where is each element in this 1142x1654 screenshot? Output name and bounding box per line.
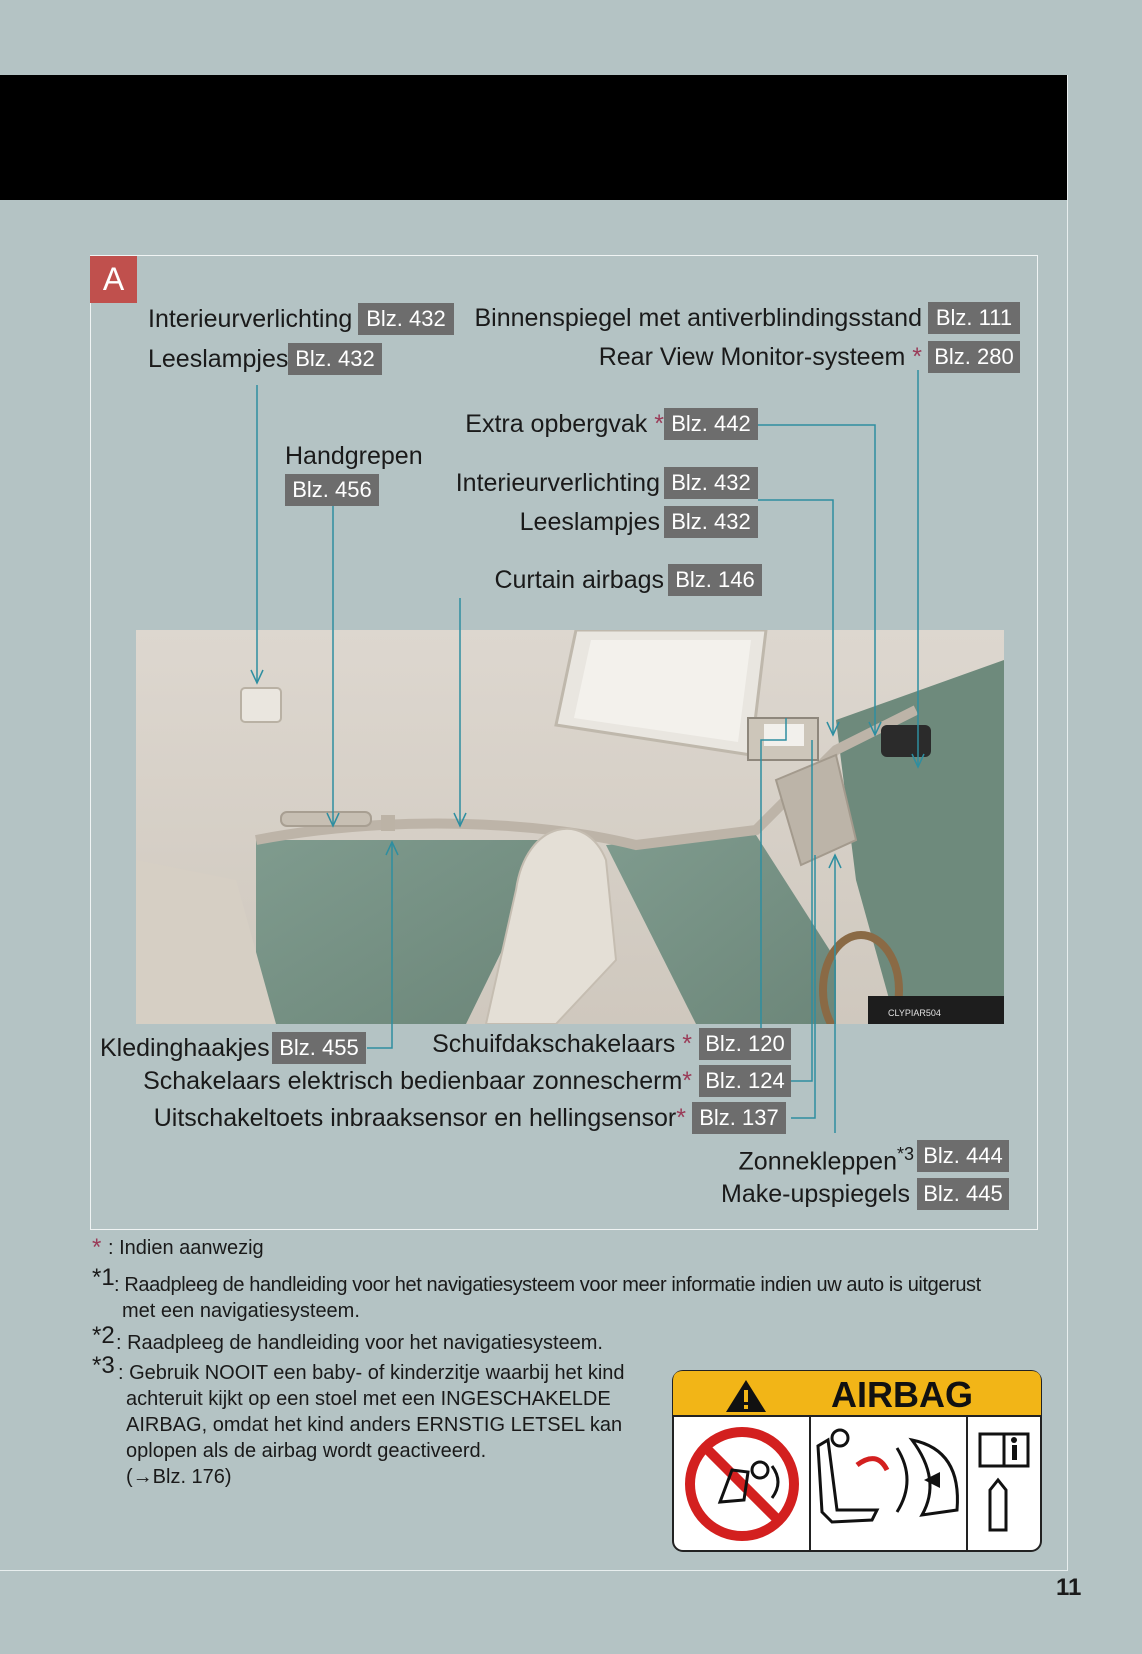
page-ref-moonroof-switches[interactable]: Blz. 120 bbox=[699, 1028, 791, 1060]
airbag-title: AIRBAG bbox=[831, 1374, 973, 1415]
label-reading-lights: Leeslampjes bbox=[148, 345, 289, 373]
page-ref-clothes-hooks[interactable]: Blz. 455 bbox=[272, 1032, 366, 1064]
note-star-symbol: * bbox=[92, 1234, 102, 1261]
note-1-symbol: *1 bbox=[92, 1264, 115, 1291]
label-storage: Extra opbergvak * bbox=[465, 410, 664, 438]
page-ref-front-reading-lights[interactable]: Blz. 432 bbox=[664, 506, 758, 538]
page-ref-interior-light[interactable]: Blz. 432 bbox=[358, 303, 454, 335]
label-mirror: Binnenspiegel met antiverblindingsstand bbox=[474, 304, 922, 332]
page-ref-sunshade-switches[interactable]: Blz. 124 bbox=[699, 1065, 791, 1097]
page-ref-mirror[interactable]: Blz. 111 bbox=[928, 302, 1020, 334]
note-1-line-1: : Raadpleeg de handleiding voor het navigatiesysteem voor meer informatie indien uw auto is uitgerust bbox=[114, 1274, 981, 1296]
note-star-text: : Indien aanwezig bbox=[108, 1237, 264, 1259]
page-ref-vanity-mirrors[interactable]: Blz. 445 bbox=[917, 1178, 1009, 1210]
note-2-symbol: *2 bbox=[92, 1322, 115, 1349]
note-3-line-4: oplopen als de airbag wordt geactiveerd. bbox=[126, 1440, 487, 1462]
label-vanity-mirrors: Make-upspiegels bbox=[721, 1180, 910, 1208]
page-ref-sun-visors[interactable]: Blz. 444 bbox=[917, 1140, 1009, 1172]
label-sunshade-switches: Schakelaars elektrisch bedienbaar zonnescherm* bbox=[143, 1067, 692, 1095]
page-ref-curtain-airbags[interactable]: Blz. 146 bbox=[668, 564, 762, 596]
page-ref-sensor-cancel[interactable]: Blz. 137 bbox=[692, 1102, 786, 1134]
label-front-reading-lights: Leeslampjes bbox=[519, 508, 660, 536]
label-handles: Handgrepen bbox=[285, 442, 423, 470]
note-2-text: : Raadpleeg de handleiding voor het navigatiesysteem. bbox=[116, 1332, 603, 1354]
label-clothes-hooks: Kledinghaakjes bbox=[100, 1034, 270, 1062]
note-3-line-2: achteruit kijkt op een stoel met een INGESCHAKELDE bbox=[126, 1388, 611, 1410]
page-number: 11 bbox=[1056, 1574, 1082, 1601]
label-interior-light: Interieurverlichting bbox=[148, 305, 353, 333]
airbag-warning-label bbox=[672, 1370, 1042, 1552]
note-3-line-3: AIRBAG, omdat het kind anders ERNSTIG LETSEL kan bbox=[126, 1414, 623, 1436]
page-ref-handles[interactable]: Blz. 456 bbox=[285, 474, 379, 506]
note-3-symbol: *3 bbox=[92, 1352, 115, 1379]
label-sun-visors: Zonnekleppen$^{*3}$ bbox=[738, 1144, 914, 1176]
note-3-line-1: : Gebruik NOOIT een baby- of kinderzitje waarbij het kind bbox=[118, 1362, 625, 1384]
note-1-line-2: met een navigatiesysteem. bbox=[122, 1300, 360, 1322]
label-front-interior-light: Interieurverlichting bbox=[455, 469, 660, 497]
page-ref-rear-view[interactable]: Blz. 280 bbox=[928, 341, 1020, 373]
section-letter: A bbox=[90, 256, 137, 303]
page-ref-storage[interactable]: Blz. 442 bbox=[664, 408, 758, 440]
note-3-line-5: (→Blz. 176) bbox=[126, 1466, 232, 1488]
label-moonroof-switches: Schuifdakschakelaars * bbox=[432, 1030, 692, 1058]
page-ref-front-interior-light[interactable]: Blz. 432 bbox=[664, 467, 758, 499]
page-ref-reading-lights[interactable]: Blz. 432 bbox=[288, 343, 382, 375]
photo-code: CLYPIAR504 bbox=[888, 1008, 941, 1018]
label-sensor-cancel: Uitschakeltoets inbraaksensor en hellingsensor* bbox=[153, 1104, 686, 1132]
label-curtain-airbags: Curtain airbags bbox=[494, 566, 664, 594]
label-rear-view: Rear View Monitor-systeem * bbox=[598, 343, 922, 371]
